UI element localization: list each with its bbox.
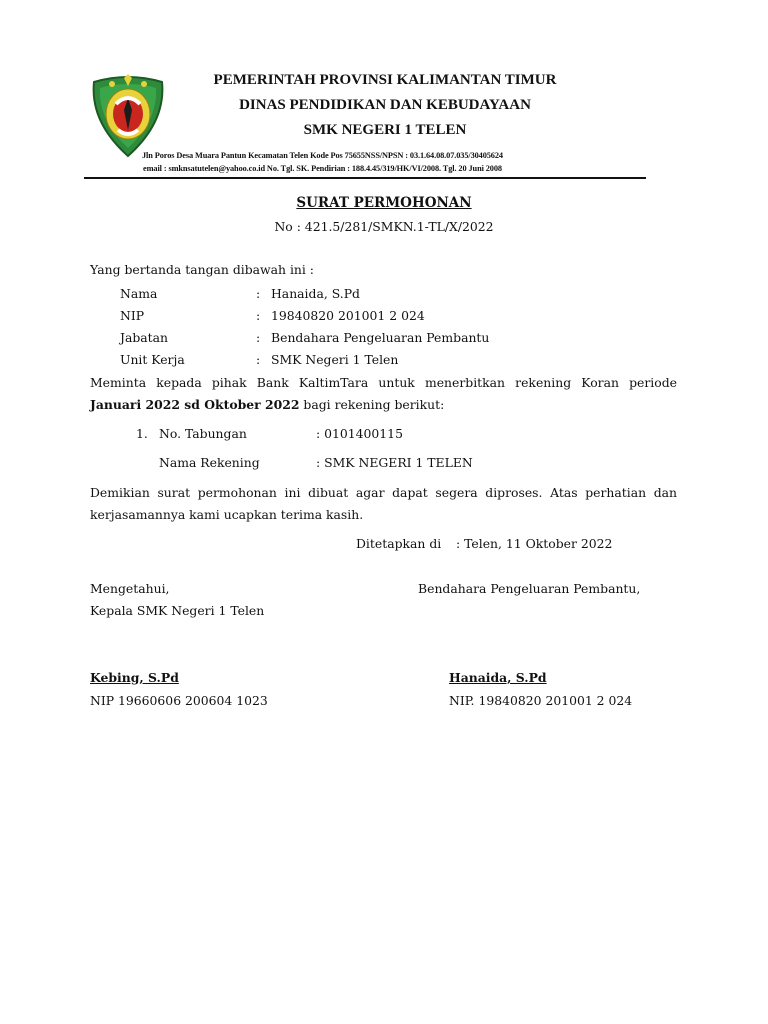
account-number-label: No. Tabungan: [159, 426, 247, 441]
account-number-value: : 0101400115: [316, 426, 403, 441]
request-paragraph-line1: Meminta kepada pihak Bank KaltimTara untuk menerbitkan rekening Koran periode: [90, 375, 677, 390]
sign-right-name: Hanaida, S.Pd: [449, 670, 547, 685]
letterhead-divider: [84, 177, 646, 179]
field-label-name: Nama: [120, 286, 158, 301]
letterhead-school: SMK NEGERI 1 TELEN: [303, 122, 467, 138]
letter-title-wrap: [0, 195, 768, 211]
field-sep: :: [256, 308, 261, 323]
field-label-unit: Unit Kerja: [120, 352, 185, 367]
sign-left-nip: NIP 19660606 200604 1023: [90, 693, 268, 708]
field-value-position: Bendahara Pengeluaran Pembantu: [271, 330, 490, 345]
field-sep: :: [256, 352, 261, 367]
field-sep: :: [256, 330, 261, 345]
letterhead-department: DINAS PENDIDIKAN DAN KEBUDAYAAN: [239, 97, 531, 113]
field-value-nip: 19840820 201001 2 024: [271, 308, 425, 323]
letterhead-address: Jln Poros Desa Muara Pantun Kecamatan Telen Kode Pos 75655NSS/NPSN : 03.1.64.08.07.035/30405624: [142, 151, 503, 160]
request-period: Januari 2022 sd Oktober 2022: [90, 397, 300, 412]
field-label-position: Jabatan: [120, 330, 169, 345]
sign-left-heading: Mengetahui,: [90, 581, 170, 596]
request-rest: bagi rekening berikut:: [299, 397, 445, 412]
letter-intro: Yang bertanda tangan dibawah ini :: [90, 262, 314, 277]
place-date: : Telen, 11 Oktober 2022: [456, 536, 613, 551]
closing-line1: Demikian surat permohonan ini dibuat agar dapat segera diproses. Atas perhatian dan: [90, 485, 677, 500]
account-name-value: : SMK NEGERI 1 TELEN: [316, 455, 473, 470]
sign-right-nip: NIP. 19840820 201001 2 024: [449, 693, 633, 708]
place-label: Ditetapkan di: [356, 536, 442, 551]
closing-line2: kerjasamannya kami ucapkan terima kasih.: [90, 507, 364, 522]
letter-title: SURAT PERMOHONAN: [296, 195, 472, 211]
account-number-index: 1.: [136, 426, 148, 441]
field-value-name: Hanaida, S.Pd: [271, 286, 360, 301]
letterhead-contact: email : smknsatutelen@yahoo.co.id No. Tgl. SK. Pendirian : 188.4.45/319/HK/VI/2008. Tgl. 20 Juni 2008: [143, 164, 502, 173]
account-name-label: Nama Rekening: [159, 455, 260, 470]
sign-right-title: Bendahara Pengeluaran Pembantu,: [418, 581, 641, 596]
sign-left-name: Kebing, S.Pd: [90, 670, 179, 685]
letterhead-province: PEMERINTAH PROVINSI KALIMANTAN TIMUR: [213, 72, 557, 88]
field-label-nip: NIP: [120, 308, 145, 323]
field-value-unit: SMK Negeri 1 Telen: [271, 352, 399, 367]
field-sep: :: [256, 286, 261, 301]
sign-left-title: Kepala SMK Negeri 1 Telen: [90, 603, 265, 618]
request-paragraph-line2: [90, 397, 444, 412]
letter-number: No : 421.5/281/SMKN.1-TL/X/2022: [274, 219, 494, 234]
